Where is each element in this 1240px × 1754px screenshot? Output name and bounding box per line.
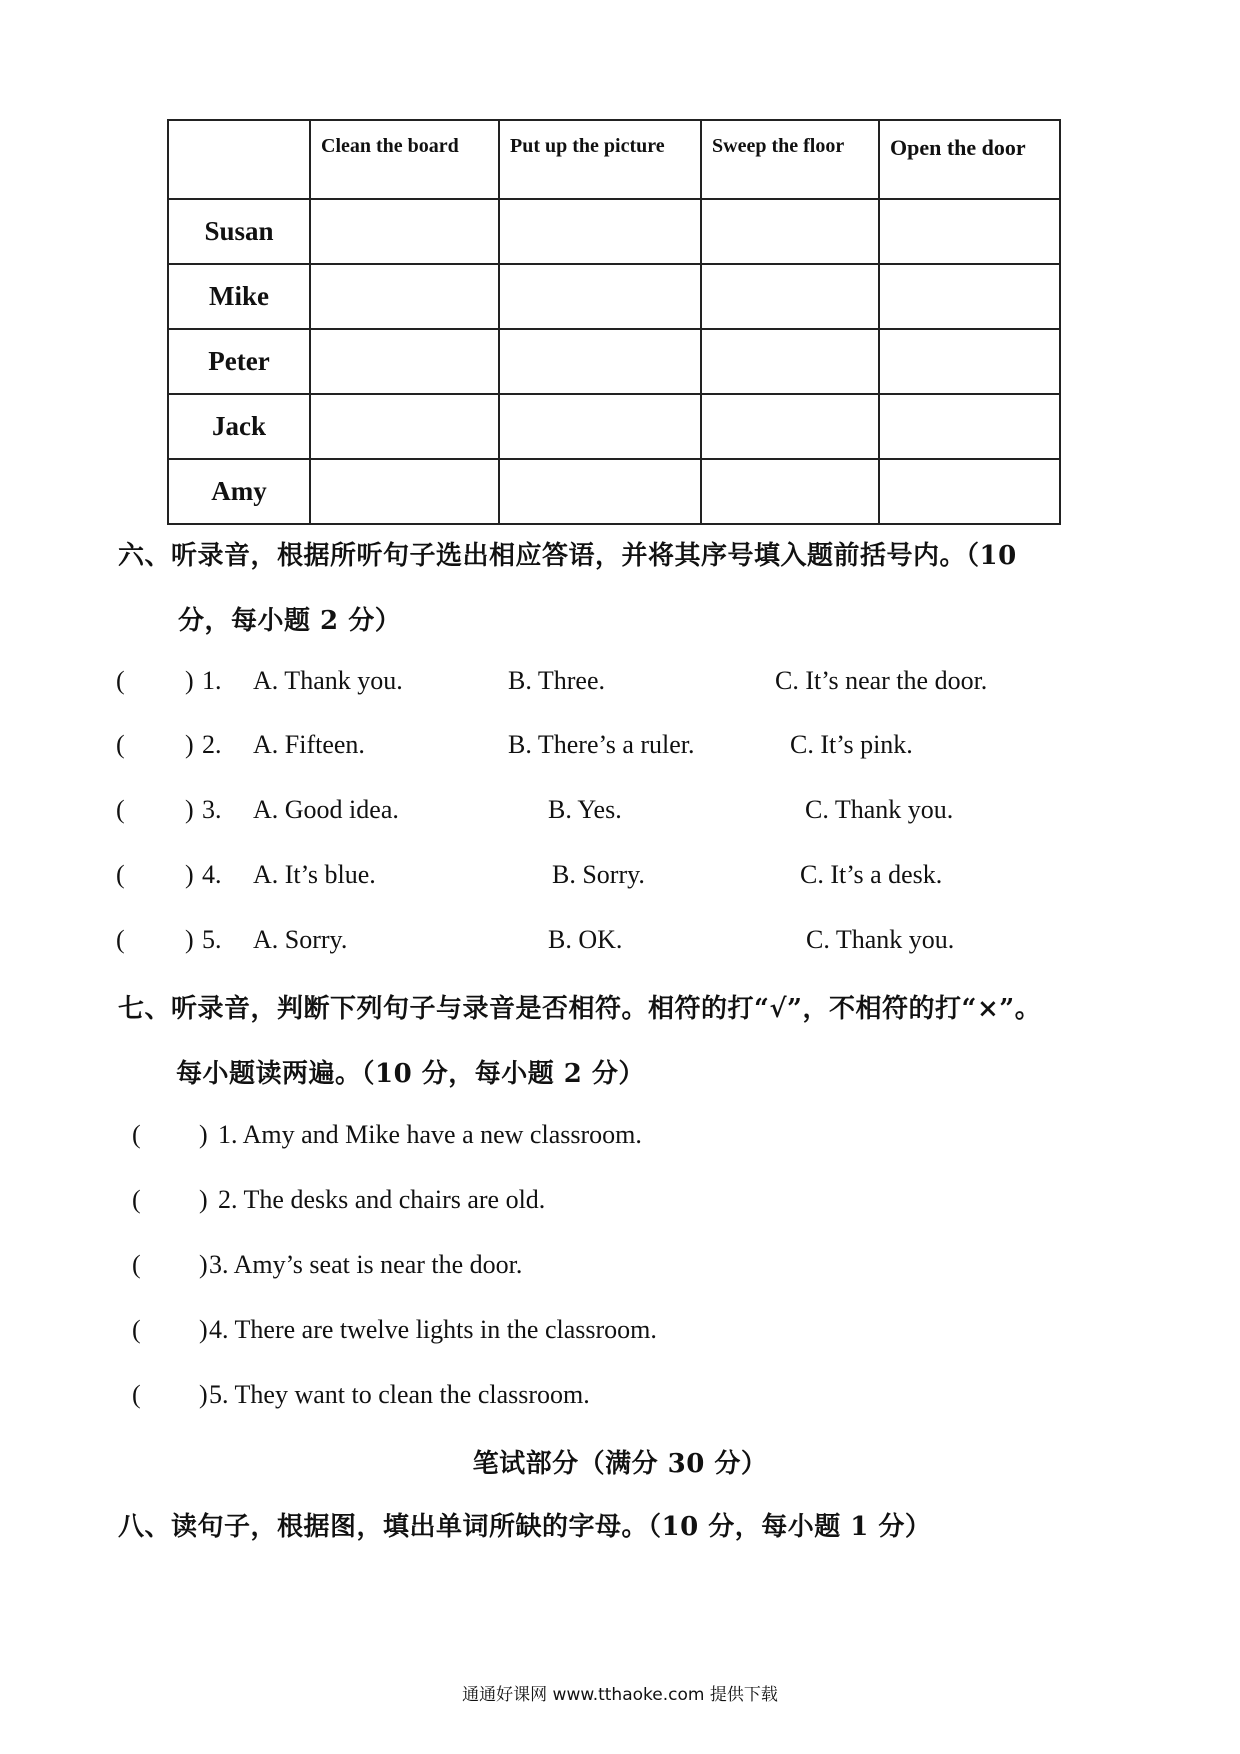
table-row	[168, 459, 1060, 524]
section6-heading-line2: 分，每小题 2 分）	[178, 606, 402, 636]
option-a: A. Thank you.	[253, 666, 403, 695]
table-row-name: Mike	[168, 264, 310, 329]
section7-item-5	[0, 1380, 1240, 1414]
table-cell[interactable]	[701, 199, 879, 264]
statement-text: 2. The desks and chairs are old.	[218, 1185, 546, 1214]
section6-question-1	[0, 666, 1240, 700]
option-a: A. Good idea.	[253, 795, 399, 824]
answer-paren-close: )	[185, 925, 194, 954]
answer-paren-open[interactable]: (	[132, 1120, 141, 1149]
table-cell[interactable]	[499, 394, 701, 459]
section7-item-3	[0, 1250, 1240, 1284]
table-row	[168, 264, 1060, 329]
option-c: C. Thank you.	[805, 795, 954, 824]
answer-paren-open[interactable]: (	[132, 1380, 141, 1409]
table-row-name: Peter	[168, 329, 310, 394]
statement-text: 1. Amy and Mike have a new classroom.	[218, 1120, 642, 1149]
section6-question-2	[0, 730, 1240, 764]
table-cell[interactable]	[701, 264, 879, 329]
answer-paren-open[interactable]: (	[116, 666, 125, 695]
option-c: C. It’s a desk.	[800, 860, 943, 889]
section6-question-5	[0, 925, 1240, 959]
table-cell[interactable]	[310, 329, 499, 394]
table-row	[168, 329, 1060, 394]
table-header-corner	[168, 120, 310, 199]
table-cell[interactable]	[879, 329, 1060, 394]
section8-heading: 八、读句子，根据图，填出单词所缺的字母。（10 分，每小题 1 分）	[118, 1512, 932, 1542]
written-part-title: 笔试部分（满分 30 分）	[472, 1449, 768, 1479]
answer-paren-close: )	[185, 795, 194, 824]
section6-heading-line1: 六、听录音，根据所听句子选出相应答语，并将其序号填入题前括号内。（10	[118, 541, 1017, 571]
table-cell[interactable]	[310, 264, 499, 329]
answer-paren-close: )	[199, 1250, 208, 1279]
option-a: A. It’s blue.	[253, 860, 376, 889]
answer-paren-open[interactable]: (	[116, 795, 125, 824]
section7-heading-line2: 每小题读两遍。（10 分，每小题 2 分）	[176, 1059, 645, 1089]
answer-paren-close: )	[199, 1185, 208, 1214]
question-number: 4.	[202, 860, 222, 889]
table-cell[interactable]	[879, 459, 1060, 524]
answer-paren-close: )	[199, 1120, 208, 1149]
table-header-open-door: Open the door	[879, 120, 1060, 199]
option-b: B. Three.	[508, 666, 605, 695]
option-b: B. There’s a ruler.	[508, 730, 695, 759]
section7-heading-line1: 七、听录音，判断下列句子与录音是否相符。相符的打“√”，不相符的打“×”。	[118, 994, 1042, 1024]
section6-question-3	[0, 795, 1240, 829]
table-row	[168, 394, 1060, 459]
page-footer: 通通好课网 www.tthaoke.com 提供下载	[462, 1685, 778, 1705]
answer-paren-close: )	[185, 860, 194, 889]
answer-paren-open[interactable]: (	[116, 925, 125, 954]
option-c: C. It’s pink.	[790, 730, 913, 759]
answer-paren-close: )	[185, 730, 194, 759]
option-a: A. Sorry.	[253, 925, 348, 954]
table-cell[interactable]	[701, 459, 879, 524]
table-cell[interactable]	[879, 199, 1060, 264]
table-cell[interactable]	[310, 394, 499, 459]
task-table	[167, 119, 1061, 525]
option-b: B. Yes.	[548, 795, 622, 824]
table-header-clean-board: Clean the board	[310, 120, 499, 199]
section7-item-1	[0, 1120, 1240, 1154]
answer-paren-open[interactable]: (	[132, 1315, 141, 1344]
section7-item-2	[0, 1185, 1240, 1219]
table-cell[interactable]	[499, 199, 701, 264]
table-cell[interactable]	[701, 329, 879, 394]
question-number: 1.	[202, 666, 222, 695]
section6-question-4	[0, 860, 1240, 894]
table-cell[interactable]	[499, 459, 701, 524]
answer-paren-open[interactable]: (	[132, 1250, 141, 1279]
answer-paren-close: )	[199, 1380, 208, 1409]
question-number: 3.	[202, 795, 222, 824]
answer-paren-open[interactable]: (	[116, 860, 125, 889]
option-b: B. Sorry.	[552, 860, 645, 889]
table-row-name: Jack	[168, 394, 310, 459]
question-number: 5.	[202, 925, 222, 954]
table-cell[interactable]	[310, 459, 499, 524]
table-row-name: Amy	[168, 459, 310, 524]
answer-paren-close: )	[199, 1315, 208, 1344]
table-cell[interactable]	[879, 394, 1060, 459]
table-header-put-up-picture: Put up the picture	[499, 120, 701, 199]
option-a: A. Fifteen.	[253, 730, 365, 759]
table-row-name: Susan	[168, 199, 310, 264]
option-b: B. OK.	[548, 925, 623, 954]
table-row	[168, 199, 1060, 264]
statement-text: 4. There are twelve lights in the classroom.	[209, 1315, 657, 1344]
table-header-row	[168, 120, 1060, 199]
section7-item-4	[0, 1315, 1240, 1349]
answer-paren-close: )	[185, 666, 194, 695]
table-cell[interactable]	[310, 199, 499, 264]
option-c: C. It’s near the door.	[775, 666, 988, 695]
statement-text: 3. Amy’s seat is near the door.	[209, 1250, 523, 1279]
table-cell[interactable]	[499, 329, 701, 394]
option-c: C. Thank you.	[806, 925, 955, 954]
statement-text: 5. They want to clean the classroom.	[209, 1380, 590, 1409]
table-header-sweep-floor: Sweep the floor	[701, 120, 879, 199]
answer-paren-open[interactable]: (	[132, 1185, 141, 1214]
table-cell[interactable]	[879, 264, 1060, 329]
question-number: 2.	[202, 730, 222, 759]
answer-paren-open[interactable]: (	[116, 730, 125, 759]
table-cell[interactable]	[499, 264, 701, 329]
table-cell[interactable]	[701, 394, 879, 459]
